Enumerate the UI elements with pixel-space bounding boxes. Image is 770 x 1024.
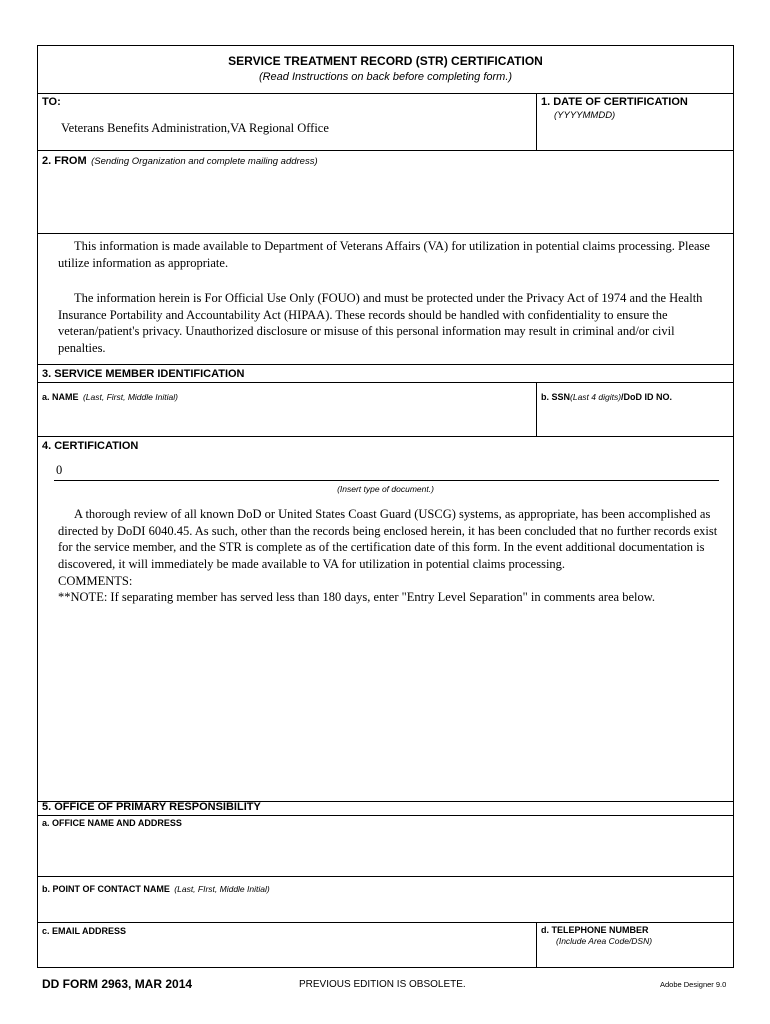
document-type-hint: (Insert type of document.) bbox=[337, 484, 434, 494]
edition-note: PREVIOUS EDITION IS OBSOLETE. bbox=[299, 979, 466, 990]
date-of-certification-label: 1. DATE OF CERTIFICATION bbox=[541, 96, 688, 108]
section-5-label: 5. OFFICE OF PRIMARY RESPONSIBILITY bbox=[42, 801, 261, 813]
form-subtitle: (Read Instructions on back before completing form.) bbox=[258, 71, 513, 83]
name-hint: (Last, First, Middle Initial) bbox=[82, 392, 178, 402]
notice-paragraph-1: This information is made available to Department of Veterans Affairs (VA) for utilization in potential claims processing. Please utilize information as appropriate. bbox=[58, 239, 710, 270]
divider bbox=[38, 382, 733, 383]
divider bbox=[38, 876, 733, 877]
to-label: TO: bbox=[42, 96, 61, 108]
document-type-field[interactable]: 0 bbox=[56, 463, 63, 477]
divider bbox=[38, 233, 733, 234]
poc-field[interactable] bbox=[42, 894, 730, 918]
telephone-label: d. TELEPHONE NUMBER bbox=[541, 925, 649, 935]
office-name-label: a. OFFICE NAME AND ADDRESS bbox=[42, 818, 182, 828]
from-hint: (Sending Organization and complete mailing address) bbox=[91, 156, 318, 167]
certification-statement: A thorough review of all known DoD or United States Coast Guard (USCG) systems, as appropriate, has been accomplished as directed by DoDI 6040.45. As such, other than the records being enclosed herein, it has been concluded that no further records exist for the service member, and the STR is complete as of the certification date of this form. In the event additional documentation is discovered, it will immediately be made available to VA for utilization in potential claims processing. bbox=[58, 507, 718, 571]
comments-label: COMMENTS: bbox=[58, 574, 133, 588]
document-type-underline bbox=[54, 480, 719, 481]
from-label: 2. FROM bbox=[42, 155, 87, 167]
from-field[interactable] bbox=[42, 168, 730, 230]
date-format-hint: (YYYYMMDD) bbox=[554, 110, 616, 121]
telephone-field[interactable] bbox=[541, 948, 729, 965]
divider bbox=[38, 436, 733, 437]
poc-label: b. POINT OF CONTACT NAME bbox=[42, 884, 170, 894]
date-of-certification-field[interactable] bbox=[541, 124, 731, 148]
poc-hint: (Last, FIrst, Middle Initial) bbox=[174, 884, 270, 894]
ssn-field[interactable] bbox=[541, 402, 729, 432]
name-field[interactable] bbox=[42, 402, 532, 432]
divider bbox=[38, 815, 733, 816]
notice-paragraph-2: The information herein is For Official Use Only (FOUO) and must be protected under the Privacy Act of 1974 and the Health Insurance Portability and Accountability Act (HIPAA). These records should be handled with confidentiality to ensure the veteran/patient's privacy. Unauthorized disclosure or misuse of this personal information may result in criminal and/or civil penalties. bbox=[58, 291, 703, 355]
from-heading bbox=[42, 151, 318, 169]
divider bbox=[536, 382, 537, 436]
ssn-label: b. SSN bbox=[541, 392, 571, 402]
software-note: Adobe Designer 9.0 bbox=[660, 980, 727, 989]
section-3-label: 3. SERVICE MEMBER IDENTIFICATION bbox=[42, 368, 245, 380]
office-name-field[interactable] bbox=[42, 832, 730, 872]
form-title: SERVICE TREATMENT RECORD (STR) CERTIFICATION bbox=[228, 54, 543, 68]
divider bbox=[38, 364, 733, 365]
form-frame bbox=[37, 45, 734, 968]
name-label: a. NAME bbox=[42, 392, 79, 402]
section-4-label: 4. CERTIFICATION bbox=[42, 440, 139, 452]
ssn-hint: (Last 4 digits) bbox=[570, 392, 622, 402]
telephone-hint: (Include Area Code/DSN) bbox=[556, 936, 653, 946]
divider bbox=[536, 922, 537, 967]
divider bbox=[536, 93, 537, 150]
note-text: **NOTE: If separating member has served less than 180 days, enter "Entry Level Separation" in comments area below. bbox=[58, 590, 656, 604]
dod-id-label: /DoD ID NO. bbox=[621, 392, 673, 402]
comments-field[interactable] bbox=[58, 608, 718, 796]
email-field[interactable] bbox=[42, 940, 532, 964]
email-label: c. EMAIL ADDRESS bbox=[42, 926, 127, 936]
to-field[interactable]: Veterans Benefits Administration,VA Regional Office bbox=[61, 121, 329, 135]
divider bbox=[38, 922, 733, 923]
form-number: DD FORM 2963, MAR 2014 bbox=[42, 977, 193, 991]
divider bbox=[38, 93, 733, 94]
